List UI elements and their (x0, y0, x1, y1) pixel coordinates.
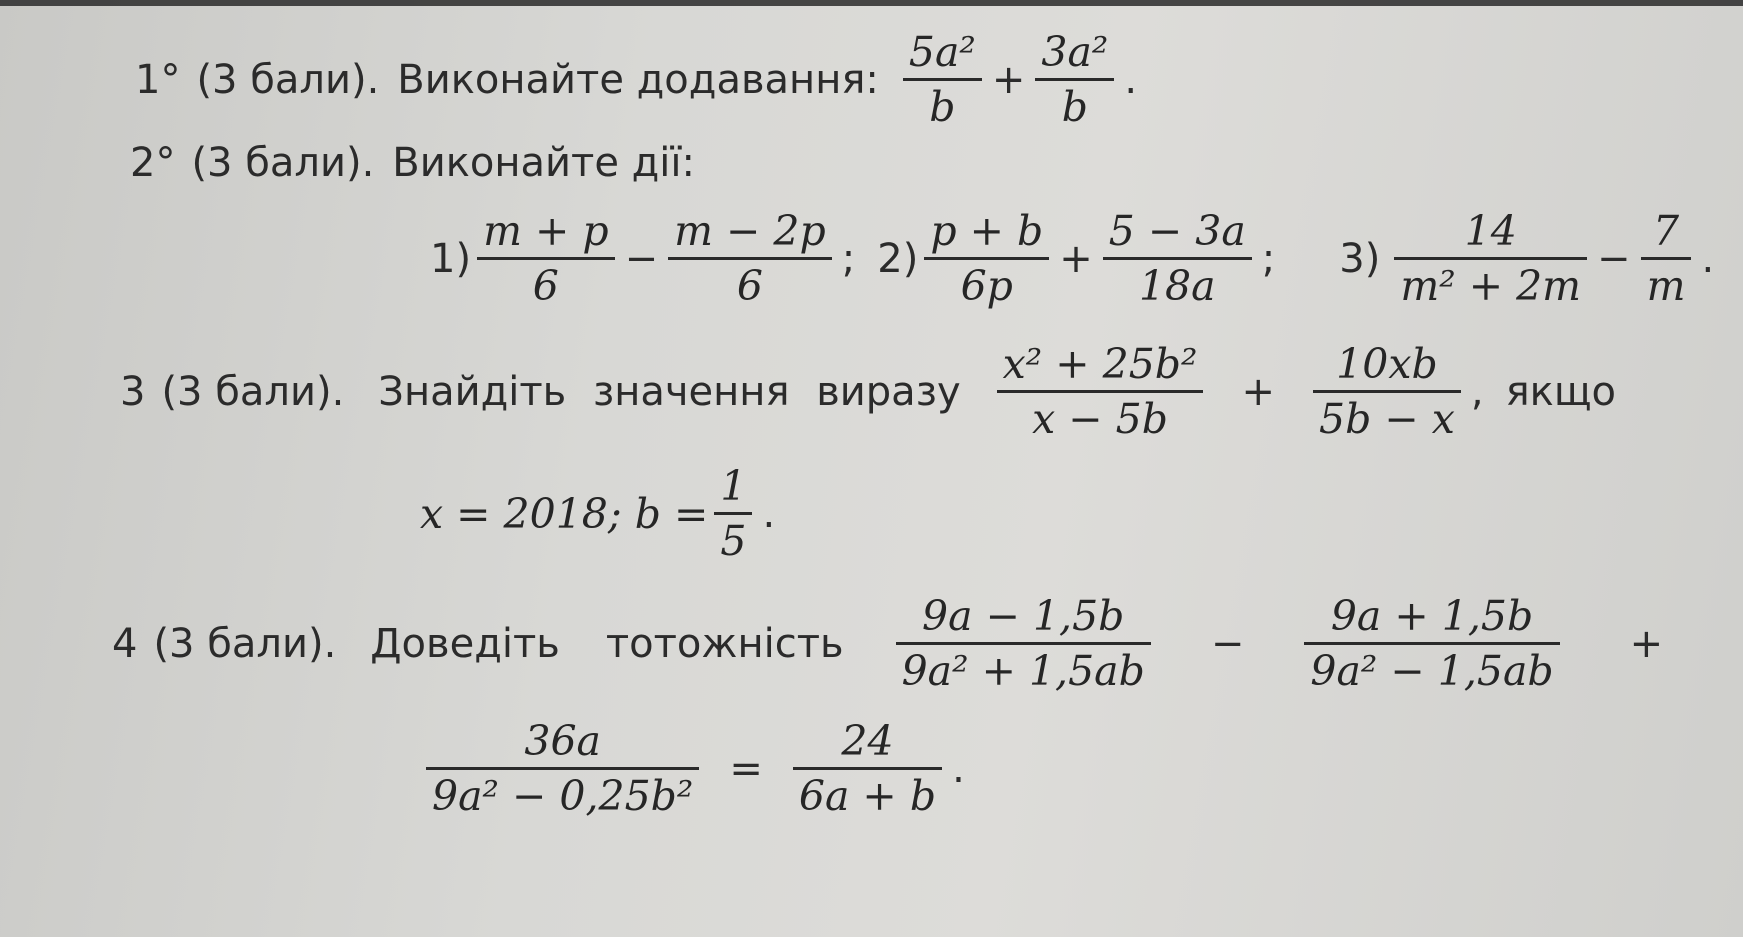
task-4-end: . (952, 745, 965, 792)
task-2-item-1-end: ; (841, 235, 856, 282)
task-2-text: Виконайте дії: (392, 140, 696, 186)
task-4-points: (3 бали). (153, 620, 337, 667)
task-2-points: (3 бали). (191, 140, 375, 186)
task-2-item-2-fraction-2: $\frac{5 - 3a}{18a}$ (1103, 205, 1252, 312)
task-2-number: 2° (130, 140, 176, 186)
task-2-item-2-operator: + (1059, 235, 1093, 282)
task-4-fraction-3: $\frac{36a}{\text{9a² − 0,25b²}}$ (426, 715, 699, 822)
task-3-fraction-2: $\frac{10xb}{5b - x}$ (1313, 338, 1461, 445)
task-2-item-3-fraction-2: $\frac{7}{m}$ (1641, 205, 1692, 312)
task-3-operator: + (1241, 368, 1275, 415)
task-2-item-2-fraction-1: $\frac{p + b}{6p}$ (924, 205, 1049, 312)
task-1-operator: + (991, 56, 1026, 103)
task-4-text-1: Доведіть (370, 620, 560, 667)
task-2-item-3-fraction-1: $\frac{14}{\text{m² + 2m}}$ (1394, 205, 1587, 312)
task-2-item-3-operator: − (1597, 235, 1631, 282)
task-2-items (430, 205, 1718, 312)
task-1 (135, 26, 1141, 133)
task-4-text-2: тотожність (605, 620, 844, 667)
task-2-item-1-label: 1) (430, 235, 472, 282)
task-2-item-3-end: . (1701, 235, 1715, 282)
task-2-header (130, 140, 695, 186)
task-1-number: 1° (135, 56, 181, 103)
task-2-item-3-label: 3) (1339, 235, 1381, 282)
page-edge-shadow (0, 0, 1743, 6)
task-3-fraction-1: $\frac{\text{x² + 25b²}}{x - 5b}$ (997, 338, 1204, 445)
task-3-condition (420, 460, 779, 567)
task-2-item-1-fraction-1: $\frac{m + p}{6}$ (477, 205, 615, 312)
task-1-fraction-2: $\frac{\text{3a²}}{b}$ (1035, 26, 1114, 133)
task-3-number: 3 (120, 368, 146, 415)
task-4 (112, 590, 1667, 697)
task-2-item-1-fraction-2: $\frac{m - 2p}{6}$ (668, 205, 832, 312)
task-2-item-2-end: ; (1261, 235, 1276, 282)
task-3-if: якщо (1505, 368, 1616, 415)
task-4-fraction-2: $\frac{9a + 1,5b}{\text{9a² − 1,5ab}}$ (1304, 590, 1559, 697)
task-1-text: Виконайте додавання: (397, 56, 879, 103)
task-4-number: 4 (112, 620, 138, 667)
task-2-item-2-label: 2) (877, 235, 919, 282)
task-3-condition-text: x = 2018; b = (420, 489, 709, 538)
task-3-text: Знайдіть значення виразу (378, 368, 961, 415)
task-4-fraction-1: $\frac{9a - 1,5b}{\text{9a² + 1,5ab}}$ (896, 590, 1151, 697)
task-3-condition-end: . (762, 490, 776, 537)
task-4-equals: = (729, 745, 763, 792)
task-4-line-2 (420, 715, 969, 822)
task-2-item-1-operator: − (624, 235, 659, 282)
task-3-points: (3 бали). (161, 368, 345, 415)
task-4-operator-1: − (1210, 620, 1245, 667)
task-3 (120, 338, 1616, 445)
task-4-operator-2: + (1629, 620, 1664, 667)
task-4-fraction-4: $\frac{24}{6a + b}$ (793, 715, 942, 822)
task-1-fraction-1: $\frac{\text{5a²}}{b}$ (903, 26, 982, 133)
task-1-end: . (1124, 56, 1138, 103)
task-3-condition-fraction: $\frac{1}{5}$ (714, 460, 752, 567)
task-1-points: (3 бали). (196, 56, 380, 103)
task-3-comma: , (1470, 368, 1484, 415)
